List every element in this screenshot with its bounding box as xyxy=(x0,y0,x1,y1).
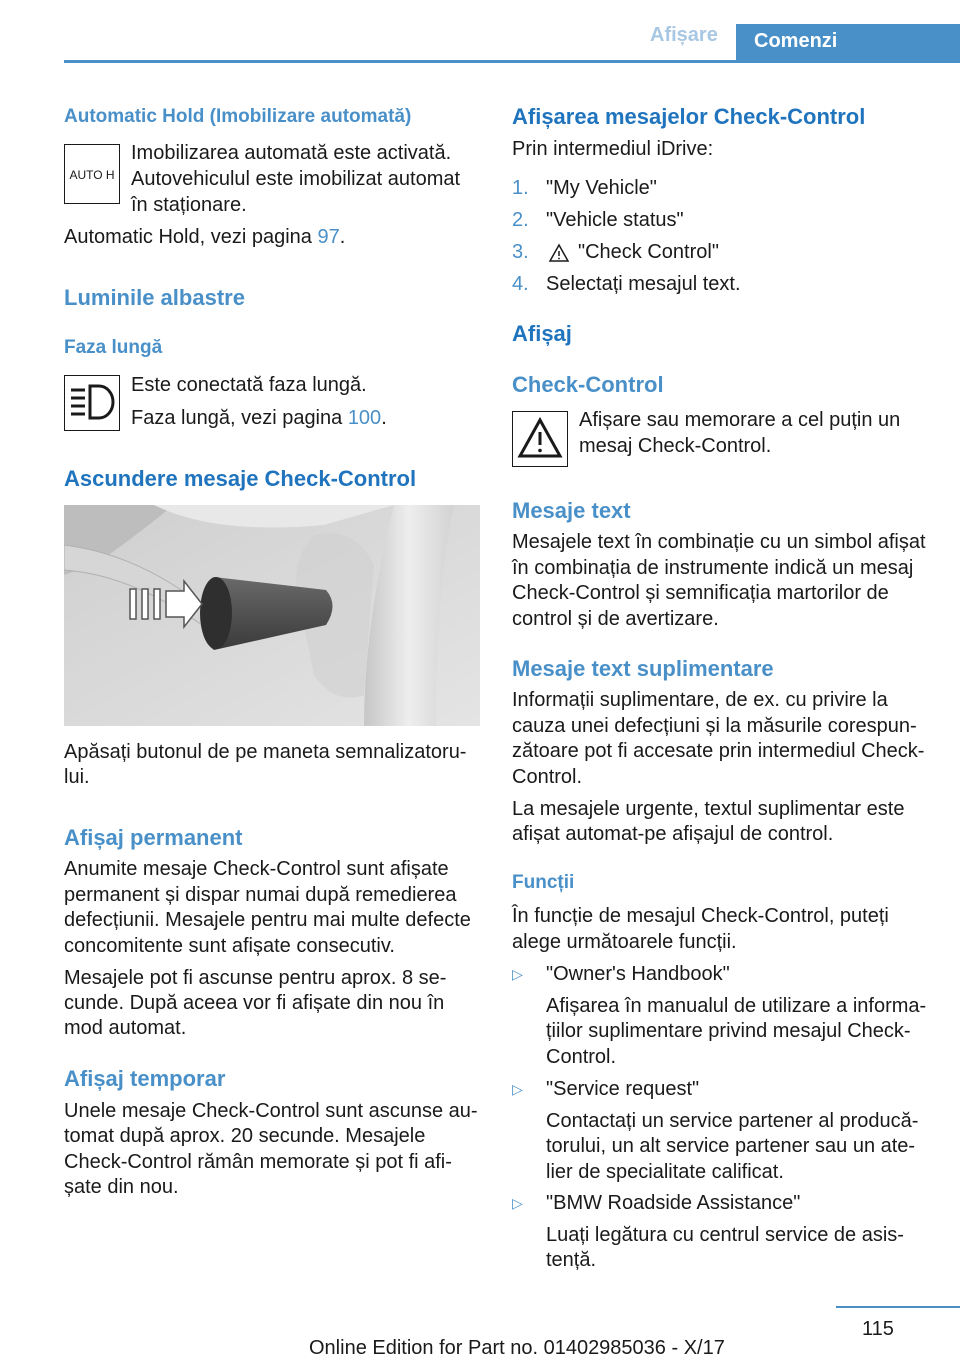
afisarea-heading: Afișarea mesajelor Check-Control xyxy=(512,104,866,129)
warning-triangle-icon xyxy=(548,243,570,268)
afisarea-intro: Prin intermediul iDrive: xyxy=(512,138,714,160)
auto-hold-icon xyxy=(64,144,120,204)
suplimentare-p2-2: afișat automat-pe afișajul de control. xyxy=(512,823,834,845)
step-row xyxy=(512,209,932,241)
functii-p-2: alege următoarele funcții. xyxy=(512,931,737,953)
functii-item-1-desc-3: Control. xyxy=(546,1046,617,1068)
functii-item-3-desc-1: Luați legătura cu centrul service de asis‐ xyxy=(546,1224,904,1246)
functii-item-1-desc-1: Afișarea în manualul de utilizare a informa‐ xyxy=(546,995,927,1017)
auto-hold-ref-link[interactable]: 97 xyxy=(317,226,340,248)
temporar-p1-4: șate din nou. xyxy=(64,1176,179,1198)
temporar-p1-2: tomat după aprox. 20 secunde. Mesajele xyxy=(64,1125,426,1147)
step-my-vehicle[interactable]: "My Vehicle" xyxy=(546,177,657,199)
lumini-ref-text: Faza lungă, vezi pagina xyxy=(131,407,348,429)
turn-signal-lever-photo xyxy=(64,505,480,726)
lumini-desc: Este conectată faza lungă. xyxy=(131,374,367,396)
step-row xyxy=(512,241,932,273)
permanent-p2-1: Mesajele pot fi ascunse pentru aprox. 8 se‐ xyxy=(64,967,447,989)
check-control-warning-icon xyxy=(512,411,568,467)
suplimentare-p1-1: Informații suplimentare, de ex. cu privire la xyxy=(512,689,888,711)
bullet-triangle-icon: ▷ xyxy=(512,1195,523,1211)
functii-p-1: În funcție de mesajul Check-Control, puteți xyxy=(512,905,889,927)
temporar-p1-3: Check-Control rămân memorate și pot fi afi‐ xyxy=(64,1151,452,1173)
check-control-desc-2: mesaj Check-Control. xyxy=(579,435,772,457)
bullet-triangle-icon: ▷ xyxy=(512,966,523,982)
lumini-heading: Luminile albastre xyxy=(64,285,245,310)
permanent-p1-1: Anumite mesaje Check-Control sunt afișate xyxy=(64,858,449,880)
afisarea-steps xyxy=(512,177,932,305)
permanent-p2-2: cunde. După aceea vor fi afișate din nou în xyxy=(64,992,445,1014)
auto-hold-desc-2: Autovehiculul este imobilizat automat xyxy=(131,168,461,190)
auto-hold-icon-label: AUTO H xyxy=(69,168,115,182)
step-select-message: Selectați mesajul text. xyxy=(546,273,741,295)
auto-hold-ref-end: . xyxy=(339,226,346,248)
ascundere-caption-1: Apăsați butonul de pe maneta semnalizatoru‐ xyxy=(64,741,467,763)
tab-afisare[interactable]: Afișare xyxy=(650,24,718,46)
suplimentare-p1-2: cauza unei defecțiuni și la măsurile corespun‐ xyxy=(512,715,917,737)
footer-edition: Online Edition for Part no. 01402985036 - X/17 xyxy=(309,1337,725,1359)
mesaje-text-p-1: Mesajele text în combinație cu un simbol afișat xyxy=(512,531,926,553)
check-control-heading: Check-Control xyxy=(512,372,664,397)
high-beam-icon xyxy=(64,375,120,431)
auto-hold-ref-text: Automatic Hold, vezi pagina xyxy=(64,226,318,248)
auto-hold-desc-3: în staționare. xyxy=(131,194,247,216)
functii-item-2-desc-1: Contactați un service partener al producă‐ xyxy=(546,1110,919,1132)
functii-item-roadside-assistance[interactable]: "BMW Roadside Assistance" xyxy=(546,1192,801,1214)
auto-hold-ref xyxy=(64,225,345,251)
lumini-ref-link[interactable]: 100 xyxy=(347,407,382,429)
step-vehicle-status[interactable]: "Vehicle status" xyxy=(546,209,684,231)
header-rule xyxy=(64,60,960,63)
functii-item-1-desc-2: țiilor suplimentare privind mesajul Check- xyxy=(546,1020,911,1042)
mesaje-text-p-3: Check-Control și semnificația martorilor de xyxy=(512,582,889,604)
permanent-p1-4: concomitente sunt afișate consecutiv. xyxy=(64,935,395,957)
ascundere-caption-2: lui. xyxy=(64,766,90,788)
tab-comenzi[interactable] xyxy=(736,24,960,60)
suplimentare-p1-4: Control. xyxy=(512,766,583,788)
mesaje-text-p-2: în combinația de instrumente indică un mesaj xyxy=(512,557,914,579)
temporar-p1-1: Unele mesaje Check-Control sunt ascunse au‐ xyxy=(64,1100,478,1122)
step-row xyxy=(512,273,932,305)
check-control-desc-1: Afișare sau memorare a cel puțin un xyxy=(579,409,901,431)
functii-item-2-desc-3: lier de specialitate calificat. xyxy=(546,1161,784,1183)
temporar-heading: Afișaj temporar xyxy=(64,1066,226,1091)
functii-heading: Funcții xyxy=(512,872,575,893)
step-row xyxy=(512,177,932,209)
lumini-ref-end: . xyxy=(381,407,387,429)
suplimentare-p2-1: La mesajele urgente, textul suplimentar este xyxy=(512,798,905,820)
page-number: 115 xyxy=(862,1318,894,1340)
step-check-control[interactable]: "Check Control" xyxy=(578,241,719,263)
functii-item-owners-handbook[interactable]: "Owner's Handbook" xyxy=(546,963,730,985)
tab-comenzi-label: Comenzi xyxy=(754,30,838,52)
mesaje-text-p-4: control și de avertizare. xyxy=(512,608,719,630)
permanent-p2-3: mod automat. xyxy=(64,1017,187,1039)
afisaj-heading: Afișaj xyxy=(512,321,572,346)
permanent-p1-2: permanent și dispar numai după remedierea xyxy=(64,884,457,906)
auto-hold-heading: Automatic Hold (Imobilizare automată) xyxy=(64,106,412,127)
mesaje-text-heading: Mesaje text xyxy=(512,498,631,523)
lumini-ref xyxy=(131,406,387,432)
step-number: 3. xyxy=(512,241,529,263)
permanent-heading: Afișaj permanent xyxy=(64,825,243,850)
ascundere-heading: Ascundere mesaje Check-Control xyxy=(64,466,417,491)
bullet-triangle-icon: ▷ xyxy=(512,1081,523,1097)
functii-item-3-desc-2: tență. xyxy=(546,1249,597,1271)
auto-hold-desc-1: Imobilizarea automată este activată. xyxy=(131,142,452,164)
suplimentare-heading: Mesaje text suplimentare xyxy=(512,656,774,681)
step-number: 4. xyxy=(512,273,529,295)
permanent-p1-3: defecțiunii. Mesajele pentru mai multe defecte xyxy=(64,909,471,931)
functii-item-2-desc-2: torului, un alt service partener sau un ate‐ xyxy=(546,1135,916,1157)
footer-rule xyxy=(836,1306,960,1308)
functii-item-service-request[interactable]: "Service request" xyxy=(546,1078,700,1100)
step-number: 2. xyxy=(512,209,529,231)
lumini-sub: Faza lungă xyxy=(64,337,163,358)
suplimentare-p1-3: zătoare pot fi accesate prin intermediul Check- xyxy=(512,740,925,762)
step-number: 1. xyxy=(512,177,529,199)
